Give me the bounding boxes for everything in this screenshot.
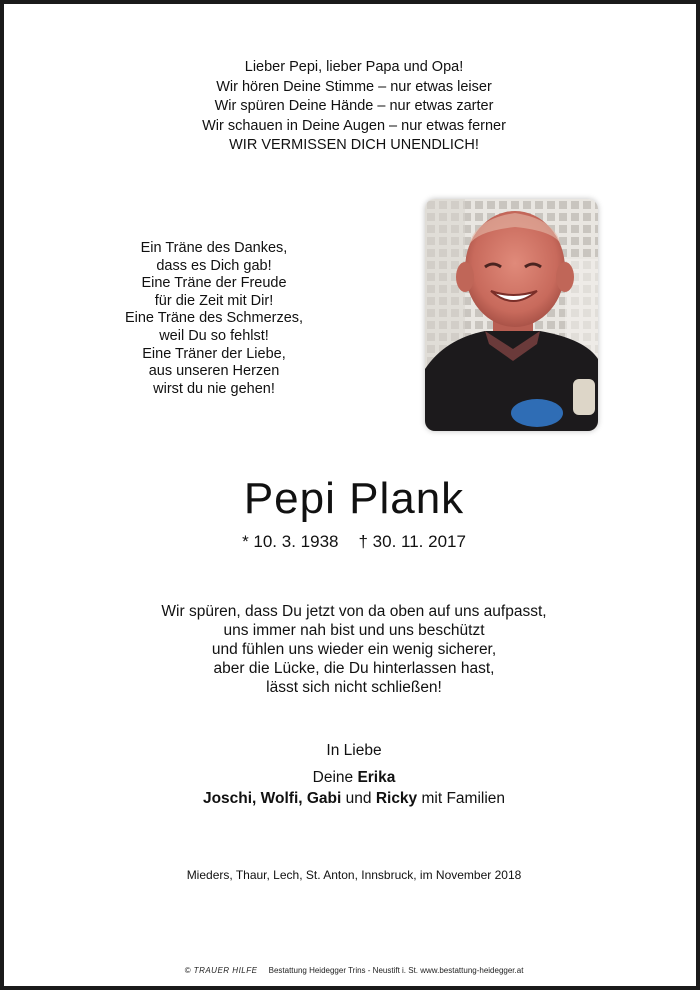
portrait-photo [425, 199, 598, 431]
closing-line: und fühlen uns wieder ein wenig sicherer, [211, 641, 497, 658]
top-poem [154, 58, 554, 156]
poem-line: dass es Dich gab! [156, 257, 272, 274]
poem-line: Wir schauen in Deine Augen – nur etwas ferner [202, 117, 506, 134]
life-dates [154, 532, 554, 552]
poem-line: wirst du nie gehen! [153, 380, 275, 397]
closing-line: lässt sich nicht schließen! [266, 679, 442, 696]
signoff [104, 740, 604, 809]
closing-line: aber die Lücke, die Du hinterlassen hast, [213, 660, 495, 677]
footer [104, 966, 604, 975]
death-date: † 30. 11. 2017 [358, 532, 466, 551]
poem-line: aus unseren Herzen [148, 363, 280, 380]
poem-line: Ein Träne des Dankes, [140, 240, 288, 256]
poem-line: Wir spüren Deine Hände – nur etwas zarter [214, 98, 494, 114]
deceased-name: Pepi Plank [243, 474, 465, 523]
side-poem [104, 240, 324, 398]
trauer-hilfe-logo: © TRAUER HILFE [184, 966, 258, 975]
poem-line: für die Zeit mit Dir! [154, 292, 274, 309]
poem-line: Lieber Pepi, lieber Papa und Opa! [244, 59, 464, 75]
spouse-line [104, 767, 604, 788]
in-love-line: In Liebe [326, 742, 382, 759]
poem-line: WIR VERMISSEN DICH UNENDLICH! [229, 137, 479, 153]
poem-line: Eine Träne des Schmerzes, [124, 310, 304, 327]
spouse-prefix: Deine [312, 769, 358, 786]
poem-line: Eine Träner der Liebe, [142, 345, 286, 362]
and-word: und [341, 790, 376, 807]
family-suffix: mit Familien [417, 790, 506, 807]
child-name: Ricky [375, 790, 418, 807]
poem-line: weil Du so fehlst! [159, 327, 269, 344]
place-date: Mieders, Thaur, Lech, St. Anton, Innsbruck, im November 2018 [186, 868, 522, 882]
closing-line: uns immer nah bist und uns beschützt [223, 622, 485, 639]
poem-line: Wir hören Deine Stimme – nur etwas leiser [216, 78, 492, 95]
family-line [104, 788, 604, 809]
poem-line: Eine Träne der Freude [141, 275, 287, 292]
closing-line: Wir spüren, dass Du jetzt von da oben auf uns aufpasst, [161, 603, 547, 620]
closing-text [104, 602, 604, 697]
children-names: Joschi, Wolfi, Gabi [202, 790, 342, 807]
footer-text: Bestattung Heidegger Trins - Neustift i. St. www.bestattung-heidegger.at [268, 966, 524, 975]
birth-date: * 10. 3. 1938 [242, 532, 339, 551]
spouse-name: Erika [357, 769, 396, 786]
